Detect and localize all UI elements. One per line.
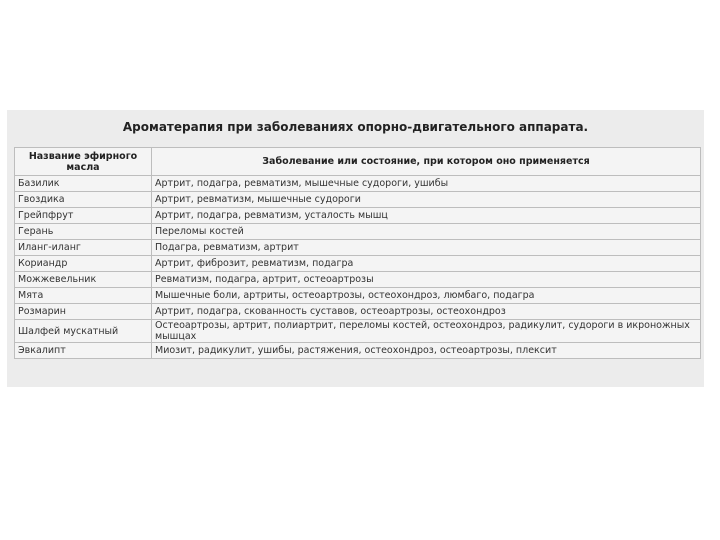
condition-cell: Миозит, радикулит, ушибы, растяжения, остеохондроз, остеоартрозы, плексит <box>152 343 701 359</box>
oil-name-cell: Иланг-иланг <box>15 240 152 256</box>
condition-cell: Артрит, подагра, ревматизм, мышечные судороги, ушибы <box>152 176 701 192</box>
condition-cell: Артрит, подагра, скованность суставов, остеоартрозы, остеохондроз <box>152 304 701 320</box>
oil-name-cell: Герань <box>15 224 152 240</box>
oil-name-cell: Грейпфрут <box>15 208 152 224</box>
table-row <box>15 192 701 208</box>
condition-cell: Остеоартрозы, артрит, полиартрит, переломы костей, остеохондроз, радикулит, судороги в икроножных мышцах <box>152 320 701 343</box>
table-row <box>15 176 701 192</box>
content-panel <box>7 110 704 387</box>
table-row <box>15 224 701 240</box>
table-row <box>15 256 701 272</box>
table-row <box>15 320 701 343</box>
oil-name-cell: Эвкалипт <box>15 343 152 359</box>
condition-cell: Артрит, фиброзит, ревматизм, подагра <box>152 256 701 272</box>
oil-name-cell: Мята <box>15 288 152 304</box>
table-row <box>15 208 701 224</box>
table-row <box>15 272 701 288</box>
oil-name-cell: Можжевельник <box>15 272 152 288</box>
column-header-oil: Название эфирного масла <box>15 148 152 176</box>
column-header-condition: Заболевание или состояние, при котором оно применяется <box>152 148 701 176</box>
oil-name-cell: Кориандр <box>15 256 152 272</box>
table-row <box>15 288 701 304</box>
table-header-row <box>15 148 701 176</box>
table-row <box>15 343 701 359</box>
condition-cell: Переломы костей <box>152 224 701 240</box>
condition-cell: Мышечные боли, артриты, остеоартрозы, остеохондроз, люмбаго, подагра <box>152 288 701 304</box>
table-row <box>15 304 701 320</box>
oils-table <box>14 147 701 359</box>
page-title: Ароматерапия при заболеваниях опорно-двигательного аппарата. <box>122 120 589 134</box>
condition-cell: Подагра, ревматизм, артрит <box>152 240 701 256</box>
oil-name-cell: Шалфей мускатный <box>15 320 152 343</box>
table-row <box>15 240 701 256</box>
oil-name-cell: Гвоздика <box>15 192 152 208</box>
oil-name-cell: Розмарин <box>15 304 152 320</box>
oil-name-cell: Базилик <box>15 176 152 192</box>
condition-cell: Ревматизм, подагра, артрит, остеоартрозы <box>152 272 701 288</box>
condition-cell: Артрит, ревматизм, мышечные судороги <box>152 192 701 208</box>
condition-cell: Артрит, подагра, ревматизм, усталость мышц <box>152 208 701 224</box>
